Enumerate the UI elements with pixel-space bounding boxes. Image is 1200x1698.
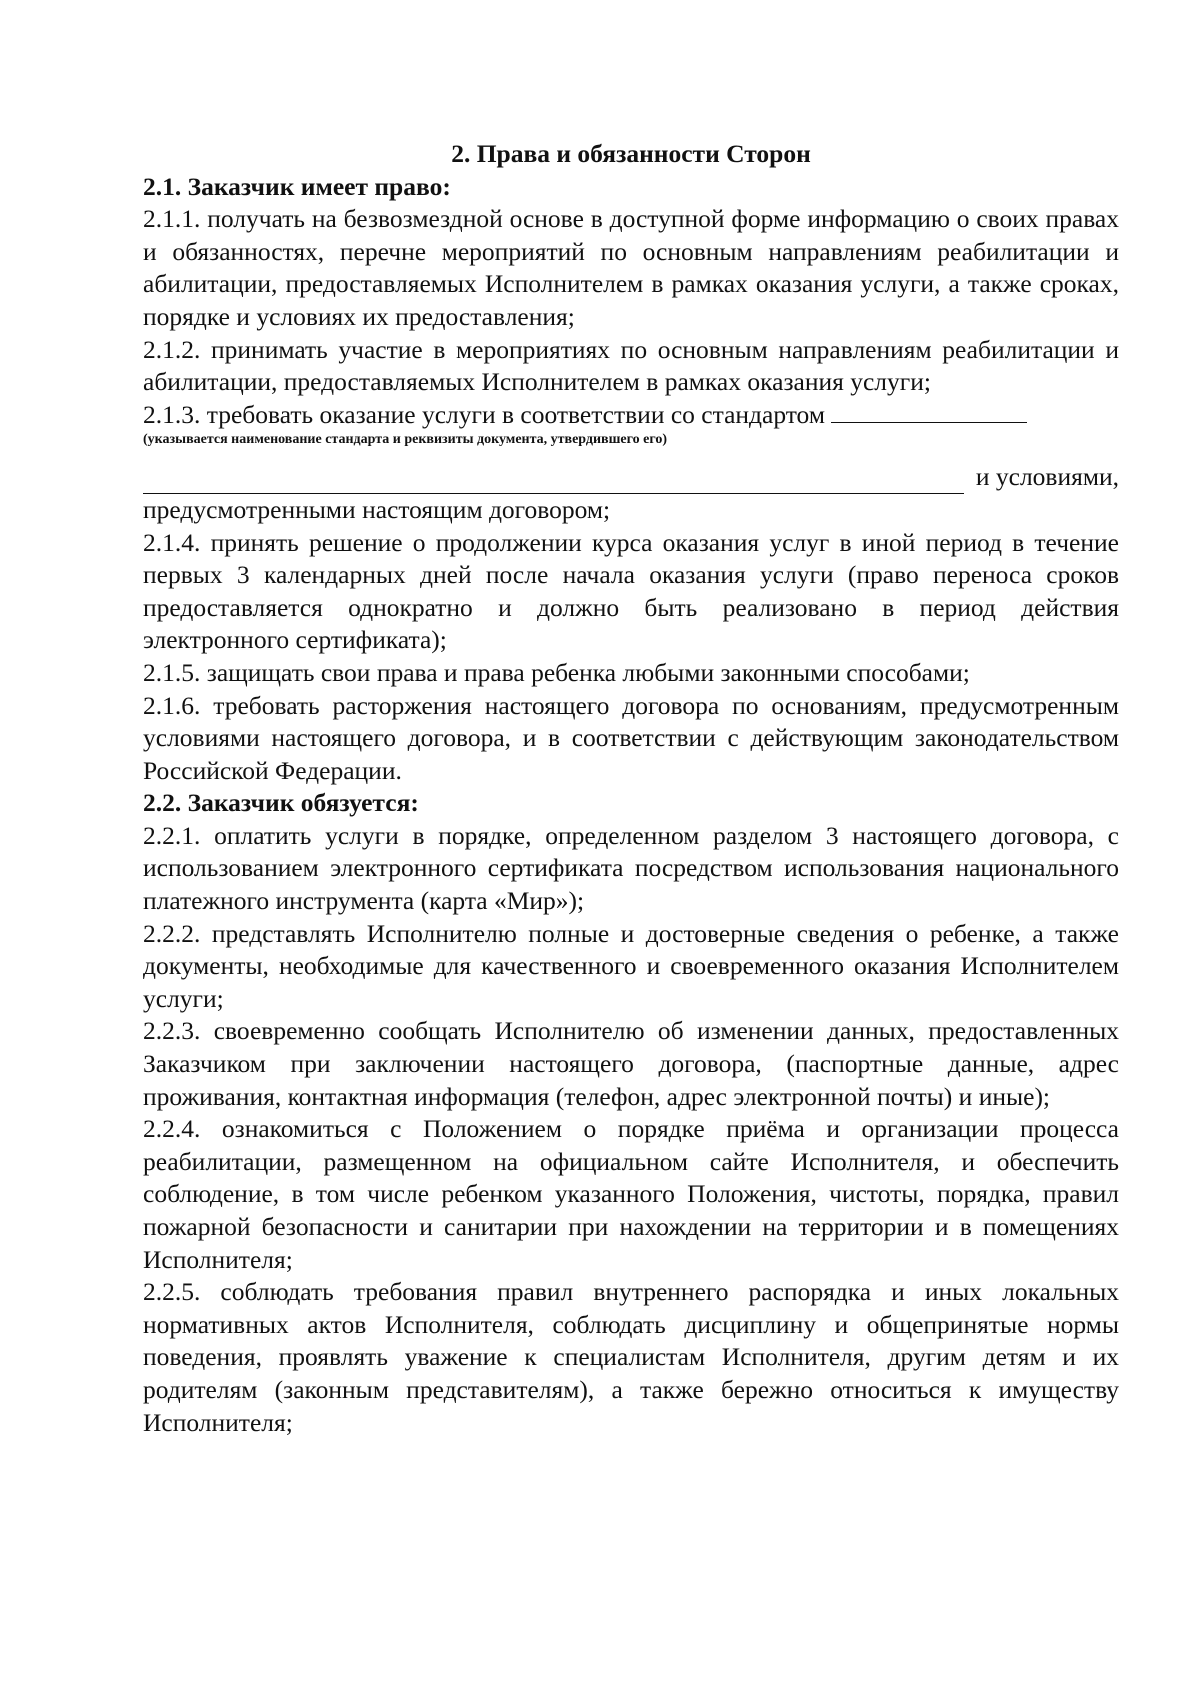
clause-2-1-3-note: (указывается наименование стандарта и реквизиты документа, утвердившего его) [143, 432, 668, 448]
standard-fill-line [831, 400, 1027, 423]
clause-2-2-1: 2.2.1. оплатить услуги в порядке, определенном разделом 3 настоящего договора, с использованием электронного сертификата посредством использования национального платежного инструмента (карта «Мир»); [143, 820, 1119, 916]
clause-2-2-4: 2.2.4. ознакомиться с Положением о порядке приёма и организации процесса реабилитации, размещенном на официальном сайте Исполнителя, и обеспечить соблюдение, в том числе ребенком указанного Положения, чистоты, порядка, правил пожарной безопасности и санитарии при нахождении на территории и в помещениях Исполнителя; [143, 1114, 1119, 1274]
clause-2-1-3-end: предусмотренными настоящим договором; [143, 494, 611, 524]
subsection-heading-2-2: 2.2. Заказчик обязуется: [143, 788, 419, 818]
document-body [143, 138, 1119, 1439]
clause-2-1-3-text: 2.1.3. требовать оказание услуги в соответствии со стандартом [143, 399, 825, 429]
clause-2-1-1: 2.1.1. получать на безвозмездной основе в доступной форме информацию о своих правах и обязанностях, перечне мероприятий по основным направлениям реабилитации и абилитации, предоставляемых Исполнителем в рамках оказания услуги, а также сроках, порядке и условиях их предоставления; [143, 204, 1119, 331]
clause-2-1-3-line-tail: и условиями, [975, 462, 1119, 492]
blank-fill-line [143, 469, 964, 494]
clause-2-1-3-start [143, 399, 1119, 432]
clause-2-1-5: 2.1.5. защищать свои права и права ребенка любыми законными способами; [143, 657, 970, 687]
clause-2-1-3-fill-row [143, 461, 1119, 494]
clause-2-1-2: 2.1.2. принимать участие в мероприятиях по основным направлениям реабилитации и абилитации, предоставляемых Исполнителем в рамках оказания услуги; [143, 334, 1119, 397]
clause-2-2-2: 2.2.2. представлять Исполнителю полные и достоверные сведения о ребенке, а также документы, необходимые для качественного и своевременного оказания Исполнителем услуги; [143, 918, 1119, 1013]
clause-2-1-4: 2.1.4. принять решение о продолжении курса оказания услуг в иной период в течение первых 3 календарных дней после начала оказания услуги (право переноса сроков предоставляется однократно и должно быть реализовано в период действия электронного сертификата); [143, 527, 1119, 655]
clause-2-1-6: 2.1.6. требовать расторжения настоящего договора по основаниям, предусмотренным условиями настоящего договора, и в соответствии с действующим законодательством Российской Федерации. [143, 690, 1119, 785]
subsection-heading-2-1: 2.1. Заказчик имеет право: [143, 171, 451, 201]
clause-2-2-3: 2.2.3. своевременно сообщать Исполнителю об изменении данных, предоставленных Заказчиком при заключении настоящего договора, (паспортные данные, адрес проживания, контактная информация (телефон, адрес электронной почты) и иные); [143, 1016, 1119, 1111]
section-title: 2. Права и обязанности Сторон [451, 139, 811, 168]
clause-2-2-5: 2.2.5. соблюдать требования правил внутреннего распорядка и иных локальных нормативных актов Исполнителя, соблюдать дисциплину и общепринятые нормы поведения, проявлять уважение к специалистам Исполнителя, другим детям и их родителям (законным представителям), а также бережно относиться к имуществу Исполнителя; [143, 1277, 1119, 1437]
